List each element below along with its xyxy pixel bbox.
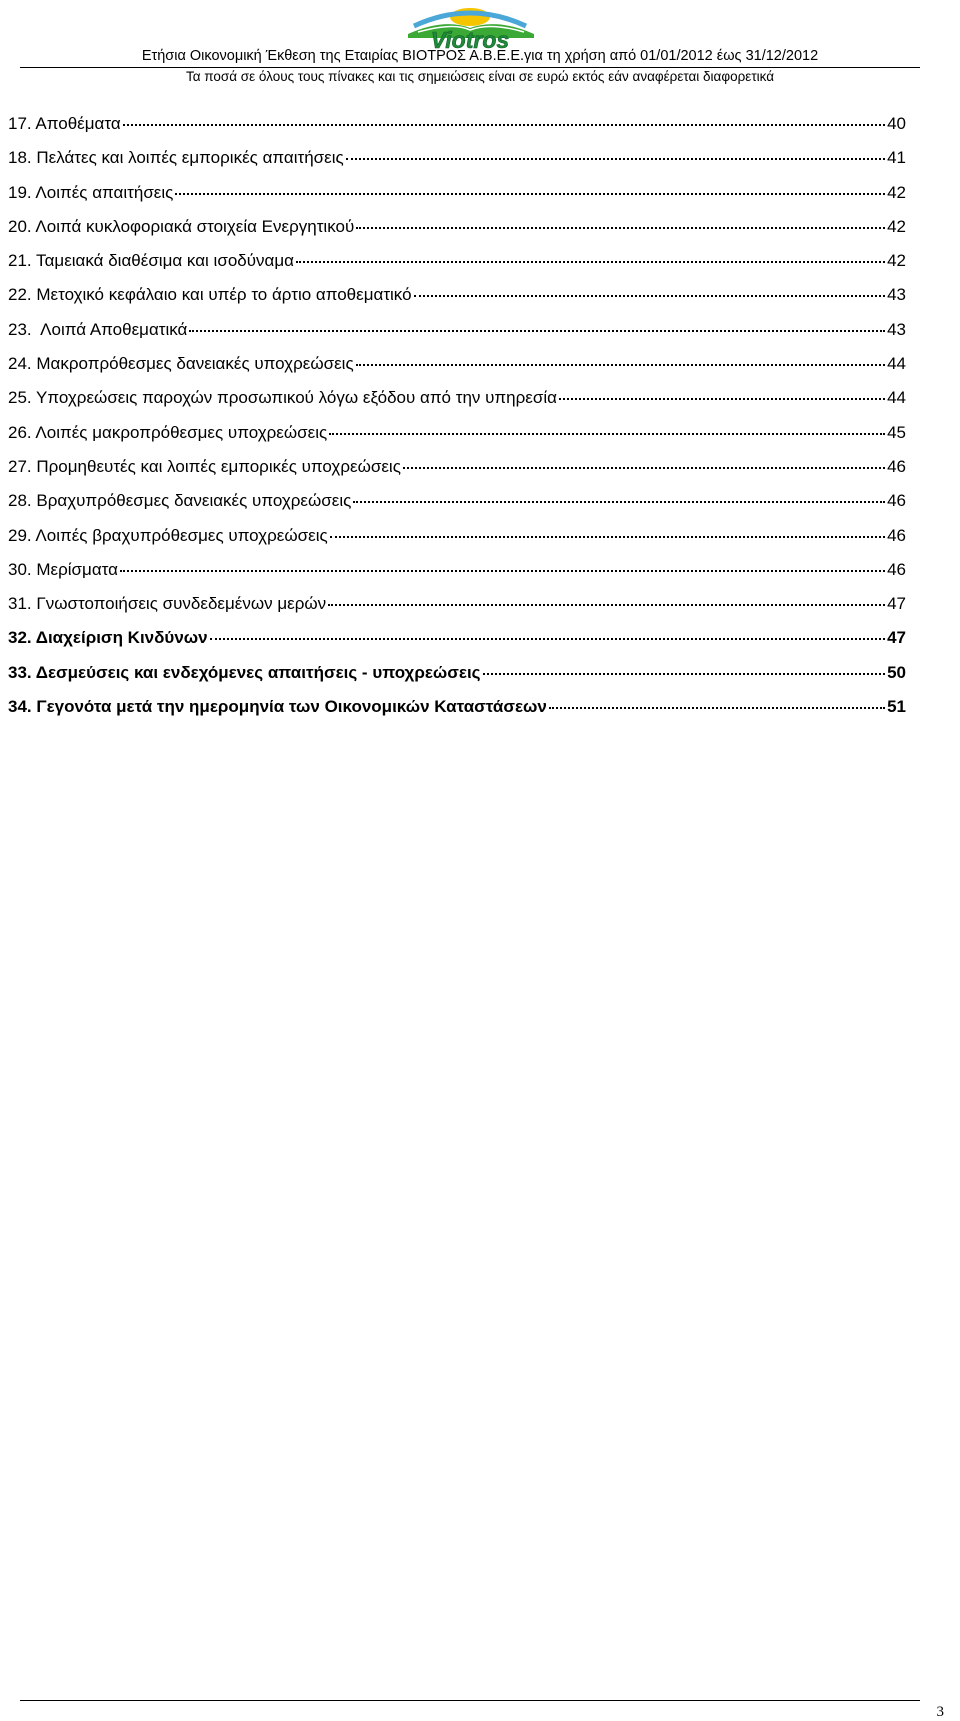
toc-entry[interactable]	[8, 491, 906, 525]
toc-entry[interactable]	[8, 697, 906, 731]
toc-entry-title: 29. Λοιπές βραχυπρόθεσμες υποχρεώσεις	[8, 525, 328, 545]
toc-dot-leader	[189, 330, 885, 332]
toc-dot-leader	[330, 536, 885, 538]
toc-dot-leader	[346, 158, 885, 160]
toc-entry[interactable]	[8, 423, 906, 457]
toc-entry-title: 33. Δεσμεύσεις και ενδεχόμενες απαιτήσεις - υποχρεώσεις	[8, 662, 481, 682]
toc-entry-page: 43	[887, 319, 906, 339]
logo-graphic	[394, 4, 546, 50]
logo-wordmark: Viotros	[430, 27, 510, 50]
toc-dot-leader	[175, 193, 885, 195]
toc-dot-leader	[353, 501, 885, 503]
viotros-logo	[394, 4, 546, 50]
toc-dot-leader	[210, 638, 885, 640]
toc-entry[interactable]	[8, 148, 906, 182]
toc-entry[interactable]	[8, 114, 906, 148]
toc-entry-page: 44	[887, 354, 906, 374]
toc-entry-title: 18. Πελάτες και λοιπές εμπορικές απαιτήσεις	[8, 148, 344, 168]
toc-dot-leader	[559, 398, 885, 400]
toc-entry-title: 25. Υποχρεώσεις παροχών προσωπικού λόγω εξόδου από την υπηρεσία	[8, 388, 557, 408]
toc-entry-title: 22. Μετοχικό κεφάλαιο και υπέρ το άρτιο αποθεματικό	[8, 285, 412, 305]
toc-entry-page: 46	[887, 456, 906, 476]
toc-entry-title: 27. Προμηθευτές και λοιπές εμπορικές υποχρεώσεις	[8, 456, 401, 476]
toc-entry[interactable]	[8, 183, 906, 217]
toc-entry[interactable]	[8, 663, 906, 697]
toc-dot-leader	[120, 570, 885, 572]
report-title-line: Ετήσια Οικονομική Έκθεση της Εταιρίας ΒΙΟΤΡΟΣ Α.Β.Ε.Ε.για τη χρήση από 01/01/2012 έως 31/12/2012	[141, 48, 819, 64]
page-header	[0, 0, 960, 84]
toc-entry-page: 47	[887, 594, 906, 614]
toc-dot-leader	[414, 295, 886, 297]
toc-entry-title: 34. Γεγονότα μετά την ημερομηνία των Οικονομικών Καταστάσεων	[8, 697, 547, 717]
toc-entry-title: 21. Ταμειακά διαθέσιμα και ισοδύναμα	[8, 251, 294, 271]
toc-entry-page: 42	[887, 216, 906, 236]
toc-entry[interactable]	[8, 594, 906, 628]
toc-dot-leader	[483, 673, 886, 675]
toc-entry-title: 31. Γνωστοποιήσεις συνδεδεμένων μερών	[8, 594, 327, 614]
page-number: 3	[936, 1704, 944, 1720]
toc-entry[interactable]	[8, 251, 906, 285]
toc-entry-title: 32. Διαχείριση Κινδύνων	[8, 628, 208, 648]
toc-entry-page: 46	[887, 491, 906, 511]
toc-entry-title: 20. Λοιπά κυκλοφοριακά στοιχεία Ενεργητικού	[8, 216, 355, 236]
toc-entry[interactable]	[8, 628, 906, 662]
toc-entry[interactable]	[8, 320, 906, 354]
toc-dot-leader	[328, 604, 885, 606]
toc-entry-title: 19. Λοιπές απαιτήσεις	[8, 182, 174, 202]
toc-entry-title: 24. Μακροπρόθεσμες δανειακές υποχρεώσεις	[8, 354, 354, 374]
toc-dot-leader	[356, 364, 885, 366]
footer-divider	[20, 1700, 920, 1701]
toc-entry[interactable]	[8, 354, 906, 388]
toc-entry-title: 26. Λοιπές μακροπρόθεσμες υποχρεώσεις	[8, 422, 328, 442]
toc-entry-page: 42	[887, 182, 906, 202]
toc-entry[interactable]	[8, 526, 906, 560]
toc-entry-title: 23. Λοιπά Αποθεματικά	[8, 319, 188, 339]
toc-entry-title: 30. Μερίσματα	[8, 559, 118, 579]
toc-entry-page: 41	[887, 148, 906, 168]
table-of-contents	[8, 114, 906, 731]
toc-entry-page: 50	[887, 662, 906, 682]
toc-dot-leader	[329, 433, 885, 435]
toc-entry-page: 47	[887, 628, 906, 648]
toc-entry[interactable]	[8, 285, 906, 319]
toc-entry-page: 51	[887, 697, 906, 717]
toc-entry[interactable]	[8, 217, 906, 251]
toc-entry[interactable]	[8, 560, 906, 594]
toc-dot-leader	[356, 227, 885, 229]
toc-dot-leader	[549, 707, 885, 709]
header-divider	[20, 67, 920, 68]
toc-entry-title: 28. Βραχυπρόθεσμες δανειακές υποχρεώσεις	[8, 491, 352, 511]
toc-entry-page: 46	[887, 559, 906, 579]
toc-entry-page: 42	[887, 251, 906, 271]
toc-dot-leader	[123, 124, 885, 126]
toc-entry-page: 45	[887, 422, 906, 442]
toc-dot-leader	[296, 261, 885, 263]
currency-note-line: Τα ποσά σε όλους τους πίνακες και τις σημειώσεις είναι σε ευρώ εκτός εάν αναφέρεται διαφορετικά	[185, 69, 775, 84]
toc-entry-page: 46	[887, 525, 906, 545]
toc-entry-title: 17. Αποθέματα	[8, 114, 121, 133]
toc-entry-page: 40	[887, 114, 906, 133]
toc-dot-leader	[403, 467, 885, 469]
toc-entry-page: 43	[887, 285, 906, 305]
toc-entry[interactable]	[8, 388, 906, 422]
toc-entry[interactable]	[8, 457, 906, 491]
toc-entry-page: 44	[887, 388, 906, 408]
